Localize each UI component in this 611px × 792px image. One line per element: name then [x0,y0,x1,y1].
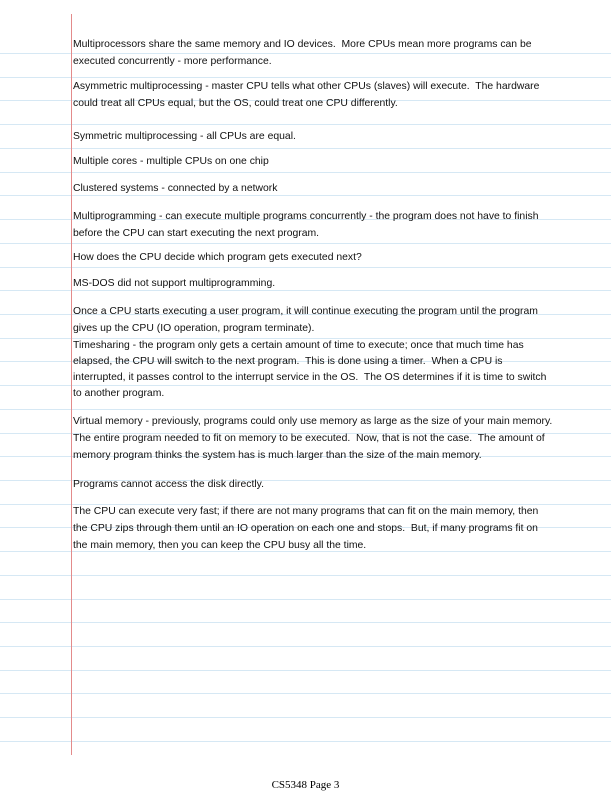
ruled-line [0,622,611,623]
ruled-line [0,575,611,576]
ruled-line [0,53,611,54]
ruled-line [0,741,611,742]
text-line: Multiprogramming - can execute multiple programs concurrently - the program does not have to finish [73,211,539,222]
text-line: interrupted, it passes control to the interrupt service in the OS. The OS determines if it is time to switch [73,372,547,383]
text-line: Timesharing - the program only gets a certain amount of time to execute; once that much time has [73,340,524,351]
ruled-line [0,409,611,410]
text-line: Asymmetric multiprocessing - master CPU tells what other CPUs (slaves) will execute. The hardware [73,81,540,92]
text-line: The CPU can execute very fast; if there are not many programs that can fit on the main memory, then [73,506,539,517]
ruled-line [0,646,611,647]
text-line: before the CPU can start executing the next program. [73,228,320,239]
text-line: MS-DOS did not support multiprogramming. [73,278,276,289]
text-line: memory program thinks the system has is much larger than the size of the main memory. [73,450,482,461]
ruled-line [0,172,611,173]
ruled-line [0,693,611,694]
text-line: gives up the CPU (IO operation, program terminate). [73,323,315,334]
ruled-line [0,243,611,244]
text-line: Symmetric multiprocessing - all CPUs are equal. [73,131,296,142]
ruled-line [0,124,611,125]
text-line: How does the CPU decide which program gets executed next? [73,252,362,263]
ruled-line [0,717,611,718]
margin-line [71,14,72,755]
ruled-line [0,385,611,386]
ruled-line [0,148,611,149]
text-line: to another program. [73,388,165,399]
page-footer: CS5348 Page 3 [271,779,340,791]
text-line: the main memory, then you can keep the CPU busy all the time. [73,540,367,551]
ruled-line [0,77,611,78]
text-line: the CPU zips through them until an IO operation on each one and stops. But, if many programs fit on [73,523,538,534]
ruled-line [0,267,611,268]
text-line: Multiprocessors share the same memory and IO devices. More CPUs mean more programs can be [73,39,532,50]
ruled-line [0,670,611,671]
text-line: Programs cannot access the disk directly. [73,479,264,490]
text-line: The entire program needed to fit on memory to be executed. Now, that is not the case. The amount of [73,433,545,444]
text-line: could treat all CPUs equal, but the OS, could treat one CPU differently. [73,98,398,109]
text-line: elapsed, the CPU will switch to the next program. This is done using a timer. When a CPU is [73,356,503,367]
text-line: executed concurrently - more performance. [73,56,272,67]
text-line: Clustered systems - connected by a network [73,183,278,194]
text-line: Once a CPU starts executing a user program, it will continue executing the program until the program [73,306,538,317]
ruled-line [0,599,611,600]
text-line: Multiple cores - multiple CPUs on one chip [73,156,269,167]
text-line: Virtual memory - previously, programs could only use memory as large as the size of your main memory. [73,416,553,427]
